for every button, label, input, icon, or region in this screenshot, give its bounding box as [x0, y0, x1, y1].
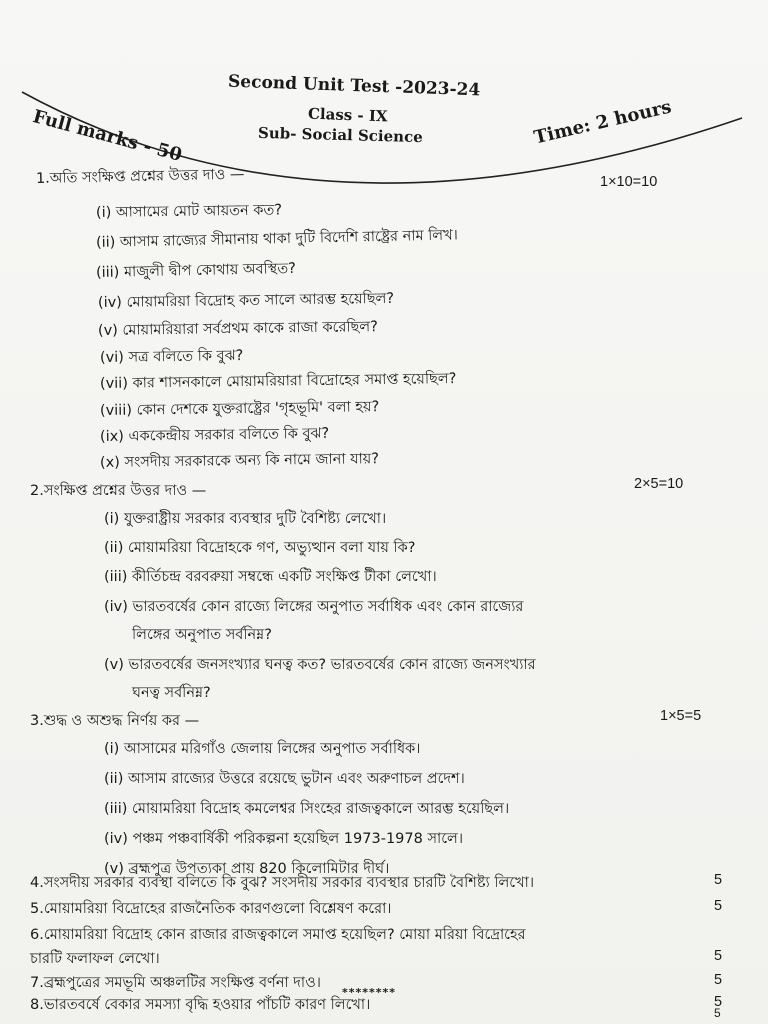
q1-item-3: (iii) মাজুলী দ্বীপ কোথায় অবস্থিত?	[95, 260, 297, 281]
q6-marks: 5	[714, 948, 723, 964]
q2-item-3: (iii) কীর্তিচন্দ্র বরবরুয়া সম্বন্ধে একটি সংক্ষিপ্ত টীকা লেখো।	[104, 569, 437, 585]
full-marks-label: Full marks - 50	[30, 106, 185, 166]
q1-item-9: (ix) এককেন্দ্রীয় সরকার বলিতে কি বুঝ?	[99, 425, 330, 445]
q3-item-2: (ii) আসাম রাজ্যের উত্তরে রয়েছে ভুটান এবং অরুণাচল প্রদেশ।	[104, 771, 465, 787]
q3-item-1: (i) আসামের মরিগাঁও জেলায় লিঙ্গের অনুপাত সর্বাধিক।	[104, 741, 421, 757]
q1-item-4: (iv) মোয়ামরিয়া বিদ্রোহ কত সালে আরম্ভ হয়েছিল?	[97, 290, 395, 311]
q1-item-1: (i) আসামের মোট আয়তন কত?	[95, 202, 283, 221]
q3-heading: 3.শুদ্ধ ও অশুদ্ধ নির্ণয় কর —	[30, 713, 200, 729]
subject-label: Sub- Social Science	[257, 123, 423, 147]
q5-marks: 5	[714, 898, 723, 914]
q6-text: 6.মোয়ামরিয়া বিদ্রোহ কোন রাজার রাজত্বকালে সমাপ্ত হয়েছিল? মোয়া মরিয়া বিদ্রোহের	[30, 927, 526, 943]
time-label: Time: 2 hours	[532, 96, 674, 149]
q7-marks: 5	[714, 972, 723, 988]
q2-heading: 2.সংক্ষিপ্ত প্রশ্নের উত্তর দাও —	[30, 483, 207, 499]
class-label: Class - IX	[307, 104, 388, 126]
q3-item-4: (iv) পঞ্চম পঞ্চবার্ষিকী পরিকল্পনা হয়েছিল 1973-1978 সালে।	[104, 831, 464, 847]
q1-item-7: (vii) কার শাসনকালে মোয়ামরিয়ারা বিদ্রোহের সমাপ্ত হয়েছিল?	[99, 371, 457, 392]
q4-text: 4.সংসদীয় সরকার ব্যবস্থা বলিতে কি বুঝ? সংসদীয় সরকার ব্যবস্থার চারটি বৈশিষ্ট্য লিখো।	[30, 875, 535, 891]
q8-marks: 5	[714, 994, 723, 1010]
q2-marks: 2×5=10	[634, 476, 684, 492]
q2-item-5: (v) ভারতবর্ষের জনসংখ্যার ঘনত্ব কত? ভারতবর্ষের কোন রাজ্যে জনসংখ্যার	[104, 657, 536, 673]
q1-item-5: (v) মোয়ামরিয়ারা সর্বপ্রথম কাকে রাজা করেছিল?	[97, 319, 378, 339]
q3-item-3: (iii) মোয়ামরিয়া বিদ্রোহ কমলেশ্বর সিংহের রাজত্বকালে আরম্ভ হয়েছিল।	[104, 801, 510, 817]
q1-heading: 1.অতি সংক্ষিপ্ত প্রশ্নের উত্তর দাও —	[35, 166, 245, 187]
q2-item-2: (ii) মোয়ামরিয়া বিদ্রোহকে গণ, অভ্যুত্থান বলা যায় কি?	[104, 540, 416, 556]
q1-item-10: (x) সংসদীয় সরকারকে অন্য কি নামে জানা যায়?	[99, 451, 380, 471]
q4-marks: 5	[714, 872, 723, 888]
q1-item-2: (ii) আসাম রাজ্যের সীমানায় থাকা দুটি বিদেশি রাষ্ট্রের নাম লিখ।	[95, 227, 459, 251]
q1-marks: 1×10=10	[600, 174, 658, 190]
q6-text-cont: চারটি ফলাফল লেখো।	[30, 951, 160, 967]
q2-item-4: (iv) ভারতবর্ষের কোন রাজ্যে লিঙ্গের অনুপাত সর্বাধিক এবং কোন রাজ্যের	[104, 599, 524, 615]
q1-item-8: (viii) কোন দেশকে যুক্তরাষ্ট্রের 'গৃহভূমি' বলা হয়?	[99, 399, 380, 419]
q3-marks: 1×5=5	[660, 708, 702, 724]
q2-item-1: (i) যুক্তরাষ্ট্রীয় সরকার ব্যবস্থার দুটি বৈশিষ্ট্য লেখো।	[104, 511, 387, 527]
exam-title: Second Unit Test -2023-24	[227, 71, 481, 101]
q5-text: 5.মোয়ামরিয়া বিদ্রোহের রাজনৈতিক কারণগুলো বিশ্লেষণ করো।	[30, 901, 392, 917]
q8-text: 8.ভারতবর্ষে বেকার সমস্যা বৃদ্ধি হওয়ার পাঁচটি কারণ লিখো।	[30, 997, 371, 1013]
footer-mark: 5	[714, 1006, 721, 1020]
q7-text: 7.ব্রহ্মপুত্রের সমভূমি অঞ্চলটির সংক্ষিপ্ত বর্ণনা দাও।	[30, 975, 321, 991]
q3-item-5: (v) ব্রহ্মপুত্র উপত্যকা প্রায় 820 কিলোমিটার দীর্ঘ।	[104, 861, 390, 877]
q1-item-6: (vi) সত্র বলিতে কি বুঝ?	[99, 347, 244, 366]
end-stars: ********	[342, 986, 397, 999]
q2-item-4-cont: লিঙ্গের অনুপাত সর্বনিম্ন?	[132, 627, 272, 643]
q2-item-5-cont: ঘনত্ব সর্বনিম্ন?	[132, 685, 211, 701]
